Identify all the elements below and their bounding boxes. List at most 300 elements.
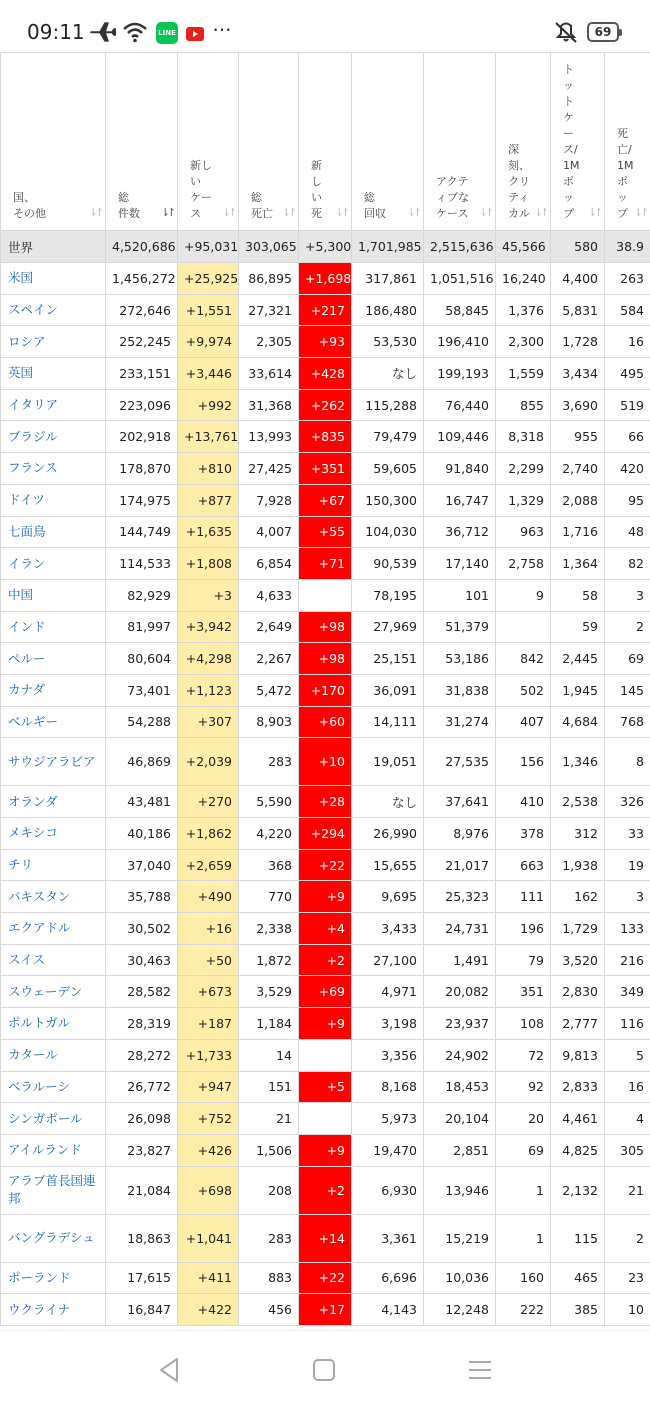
cell-new-cases: +25,925 xyxy=(178,263,239,295)
sort-icon[interactable]: ⇂↾ xyxy=(587,206,600,219)
cell-country xyxy=(1,358,106,390)
cell-cases-per-1m: 4,400 xyxy=(551,263,605,295)
cell-active: 76,440 xyxy=(424,389,496,421)
cell-deaths-per-1m: 33 xyxy=(605,818,650,850)
country-link[interactable]: イタリア xyxy=(8,397,59,413)
cell-new-cases: +187 xyxy=(178,1008,239,1040)
cell-deaths-per-1m: 145 xyxy=(605,674,650,706)
cell-country xyxy=(1,326,106,358)
sort-icon[interactable]: ⇂↾ xyxy=(633,206,646,219)
header-label: ポ xyxy=(563,175,574,188)
cell-total-deaths: 86,895 xyxy=(239,263,299,295)
cell-active: 199,193 xyxy=(424,358,496,390)
cell-country xyxy=(1,786,106,818)
cell-total-deaths: 2,267 xyxy=(239,643,299,675)
cell-total: 178,870 xyxy=(106,453,178,485)
cell-recovered: 104,030 xyxy=(352,516,424,548)
cell-serious: 1,329 xyxy=(496,484,551,516)
country-link[interactable]: バングラデシュ xyxy=(8,1230,95,1246)
cell-cases-per-1m: 385 xyxy=(551,1294,605,1326)
cell-total-deaths: 13,993 xyxy=(239,421,299,453)
cell-total: 272,646 xyxy=(106,294,178,326)
cell-serious xyxy=(496,611,551,643)
cell-total: 54,288 xyxy=(106,706,178,738)
cell-total: 73,401 xyxy=(106,674,178,706)
cell-deaths-per-1m: 263 xyxy=(605,263,650,295)
cell-deaths-per-1m: 326 xyxy=(605,786,650,818)
header-total-deaths[interactable] xyxy=(239,53,299,231)
country-link[interactable]: ペルー xyxy=(8,650,46,666)
cell-new-cases: +947 xyxy=(178,1071,239,1103)
cell-recovered: 8,168 xyxy=(352,1071,424,1103)
header-label: 死 xyxy=(617,127,628,140)
country-link[interactable]: サウジアラビア xyxy=(8,753,96,769)
cell-total-deaths: 1,506 xyxy=(239,1134,299,1166)
cell-new-deaths: +71 xyxy=(299,548,352,580)
cell-serious: 45,566 xyxy=(496,231,551,263)
header-label: し xyxy=(311,175,322,188)
cell-new-deaths xyxy=(299,1103,352,1135)
cell-recovered: 27,969 xyxy=(352,611,424,643)
cell-new-cases: +673 xyxy=(178,976,239,1008)
header-label: 総 xyxy=(251,191,262,204)
country-link[interactable]: ロシア xyxy=(8,333,46,349)
cell-new-cases: +3,942 xyxy=(178,611,239,643)
cell-active: 25,323 xyxy=(424,881,496,913)
cell-deaths-per-1m: 216 xyxy=(605,944,650,976)
cell-new-cases: +1,862 xyxy=(178,818,239,850)
cell-recovered: 4,143 xyxy=(352,1294,424,1326)
cell-active: 20,104 xyxy=(424,1103,496,1135)
cell-country xyxy=(1,913,106,945)
cell-total-deaths: 2,649 xyxy=(239,611,299,643)
header-label: 1M xyxy=(563,159,580,172)
cell-new-deaths: +10 xyxy=(299,738,352,786)
cell-new-deaths: +170 xyxy=(299,674,352,706)
cell-new-cases: +4,298 xyxy=(178,643,239,675)
cell-new-deaths: +22 xyxy=(299,1262,352,1294)
cell-total: 35,788 xyxy=(106,881,178,913)
header-label: ティ xyxy=(508,191,530,204)
cell-total-deaths: 4,633 xyxy=(239,579,299,611)
cell-active: 17,140 xyxy=(424,548,496,580)
cell-total-deaths: 283 xyxy=(239,1214,299,1262)
country-link[interactable]: 米国 xyxy=(8,270,34,286)
cell-new-deaths: +217 xyxy=(299,294,352,326)
cell-country xyxy=(1,976,106,1008)
cell-active: 16,747 xyxy=(424,484,496,516)
header-label: プ xyxy=(563,207,574,220)
cell-new-cases: +411 xyxy=(178,1262,239,1294)
header-label: 新し xyxy=(190,159,212,172)
header-label: 新 xyxy=(311,159,322,172)
cell-cases-per-1m: 465 xyxy=(551,1262,605,1294)
cell-deaths-per-1m: 82 xyxy=(605,548,650,580)
country-link[interactable]: スウェーデン xyxy=(8,983,83,999)
home-icon[interactable] xyxy=(309,1357,339,1383)
cell-active: 196,410 xyxy=(424,326,496,358)
cell-cases-per-1m: 9,813 xyxy=(551,1039,605,1071)
cell-total: 30,463 xyxy=(106,944,178,976)
cell-new-cases: +1,551 xyxy=(178,294,239,326)
cell-total-deaths: 368 xyxy=(239,849,299,881)
cell-country xyxy=(1,1103,106,1135)
header-label: ッ xyxy=(563,191,574,204)
cell-recovered: 27,100 xyxy=(352,944,424,976)
cell-new-cases: +2,659 xyxy=(178,849,239,881)
country-link[interactable]: フランス xyxy=(8,460,58,476)
cell-recovered: 26,990 xyxy=(352,818,424,850)
table-row xyxy=(1,453,650,485)
cell-new-deaths: +93 xyxy=(299,326,352,358)
header-country[interactable] xyxy=(1,53,106,231)
cell-new-cases: +1,635 xyxy=(178,516,239,548)
header-active[interactable] xyxy=(424,53,496,231)
header-serious[interactable] xyxy=(496,53,551,231)
cell-total-deaths: 208 xyxy=(239,1166,299,1214)
cell-recovered: 90,539 xyxy=(352,548,424,580)
cell-active: 23,937 xyxy=(424,1008,496,1040)
header-label: 回収 xyxy=(364,207,386,220)
cell-country xyxy=(1,548,106,580)
sort-icon[interactable]: ⇂↾ xyxy=(281,206,294,219)
cell-serious: 1 xyxy=(496,1214,551,1262)
cell-cases-per-1m: 1,945 xyxy=(551,674,605,706)
table-row xyxy=(1,1166,650,1214)
table-row xyxy=(1,1134,650,1166)
cell-cases-per-1m: 3,520 xyxy=(551,944,605,976)
cell-country xyxy=(1,516,106,548)
cell-recovered: 19,470 xyxy=(352,1134,424,1166)
table-row xyxy=(1,358,650,390)
header-new-cases[interactable] xyxy=(178,53,239,231)
cell-active: 24,902 xyxy=(424,1039,496,1071)
header-label: ト xyxy=(563,95,574,108)
cell-new-cases: +877 xyxy=(178,484,239,516)
table-row xyxy=(1,1103,650,1135)
cell-total: 174,975 xyxy=(106,484,178,516)
cell-country xyxy=(1,674,106,706)
header-label: い xyxy=(311,191,322,204)
country-link[interactable]: オランダ xyxy=(8,793,58,809)
cell-new-deaths: +98 xyxy=(299,643,352,675)
cell-total-deaths: 1,184 xyxy=(239,1008,299,1040)
cell-total: 28,582 xyxy=(106,976,178,1008)
cell-country xyxy=(1,1294,106,1326)
recent-apps-icon[interactable] xyxy=(465,1357,495,1383)
cell-recovered: 4,971 xyxy=(352,976,424,1008)
cell-new-cases: +1,123 xyxy=(178,674,239,706)
cell-country xyxy=(1,453,106,485)
cell-total-deaths: 31,368 xyxy=(239,389,299,421)
cell-active: 36,712 xyxy=(424,516,496,548)
cell-cases-per-1m: 2,132 xyxy=(551,1166,605,1214)
cell-deaths-per-1m: 10 xyxy=(605,1294,650,1326)
cell-serious: 79 xyxy=(496,944,551,976)
cell-total-deaths: 770 xyxy=(239,881,299,913)
cell-cases-per-1m: 312 xyxy=(551,818,605,850)
sort-icon[interactable]: ⇂↾ xyxy=(88,206,101,219)
cell-total-deaths: 8,903 xyxy=(239,706,299,738)
table-row xyxy=(1,548,650,580)
cell-recovered: 59,605 xyxy=(352,453,424,485)
cell-active: 27,535 xyxy=(424,738,496,786)
cell-new-cases: +1,733 xyxy=(178,1039,239,1071)
cell-deaths-per-1m: 519 xyxy=(605,389,650,421)
header-label: 死 xyxy=(311,207,322,220)
header-cases-per-1m[interactable] xyxy=(551,53,605,231)
cell-country xyxy=(1,1008,106,1040)
table-row xyxy=(1,1294,650,1326)
cell-total: 30,502 xyxy=(106,913,178,945)
covid-stats-table xyxy=(0,52,650,1326)
table-header-row xyxy=(1,53,650,231)
cell-active: 18,453 xyxy=(424,1071,496,1103)
cell-cases-per-1m: 3,434 xyxy=(551,358,605,390)
cell-serious: 16,240 xyxy=(496,263,551,295)
cell-new-deaths: +5 xyxy=(299,1071,352,1103)
cell-recovered: なし xyxy=(352,358,424,390)
country-link[interactable]: 七面鳥 xyxy=(8,523,46,539)
country-link[interactable]: カナダ xyxy=(8,682,45,698)
cell-total-deaths: 5,472 xyxy=(239,674,299,706)
country-link[interactable]: 英国 xyxy=(8,365,34,381)
cell-new-deaths: +69 xyxy=(299,976,352,1008)
cell-total: 252,245 xyxy=(106,326,178,358)
cell-serious: 160 xyxy=(496,1262,551,1294)
cell-deaths-per-1m: 95 xyxy=(605,484,650,516)
cell-new-cases: +490 xyxy=(178,881,239,913)
country-link[interactable]: イラン xyxy=(8,555,46,571)
header-label: プ xyxy=(617,207,628,220)
cell-recovered: 3,433 xyxy=(352,913,424,945)
header-label: カル xyxy=(508,207,530,220)
cell-deaths-per-1m: 69 xyxy=(605,643,650,675)
cell-deaths-per-1m: 3 xyxy=(605,579,650,611)
sort-icon[interactable]: ⇂↾ xyxy=(160,206,173,219)
cell-active: 31,838 xyxy=(424,674,496,706)
cell-total: 37,040 xyxy=(106,849,178,881)
cell-new-deaths: +9 xyxy=(299,1134,352,1166)
cell-deaths-per-1m: 4 xyxy=(605,1103,650,1135)
header-label: 1M xyxy=(617,159,634,172)
country-link[interactable]: メキシコ xyxy=(8,825,58,841)
cell-total: 202,918 xyxy=(106,421,178,453)
cell-serious: 196 xyxy=(496,913,551,945)
cell-serious: 20 xyxy=(496,1103,551,1135)
header-label: 総 xyxy=(364,191,375,204)
table-row xyxy=(1,294,650,326)
cell-country xyxy=(1,706,106,738)
country-link[interactable]: ウクライナ xyxy=(8,1301,71,1317)
sort-icon[interactable]: ⇂↾ xyxy=(478,206,491,219)
cell-total: 26,098 xyxy=(106,1103,178,1135)
cell-deaths-per-1m: 19 xyxy=(605,849,650,881)
cell-serious: 222 xyxy=(496,1294,551,1326)
cell-total-deaths: 2,338 xyxy=(239,913,299,945)
header-new-deaths[interactable] xyxy=(299,53,352,231)
more-icon: ··· xyxy=(212,18,232,42)
cell-deaths-per-1m: 495 xyxy=(605,358,650,390)
table-row xyxy=(1,1214,650,1262)
cell-total: 114,533 xyxy=(106,548,178,580)
table-body xyxy=(1,231,650,1326)
cell-cases-per-1m: 162 xyxy=(551,881,605,913)
sort-icon[interactable]: ⇂↾ xyxy=(406,206,419,219)
back-icon[interactable] xyxy=(154,1357,184,1383)
header-recovered[interactable] xyxy=(352,53,424,231)
cell-country xyxy=(1,263,106,295)
cell-active: 53,186 xyxy=(424,643,496,675)
cell-active: 1,491 xyxy=(424,944,496,976)
cell-deaths-per-1m: 5 xyxy=(605,1039,650,1071)
cell-new-deaths: +5,300 xyxy=(299,231,352,263)
header-label: 総 xyxy=(118,191,129,204)
cell-active: 1,051,516 xyxy=(424,263,496,295)
cell-recovered: 1,701,985 xyxy=(352,231,424,263)
cell-total: 17,615 xyxy=(106,1262,178,1294)
country-link[interactable]: インド xyxy=(8,618,46,634)
cell-total-deaths: 27,425 xyxy=(239,453,299,485)
cell-serious: 855 xyxy=(496,389,551,421)
cell-new-deaths: +2 xyxy=(299,1166,352,1214)
cell-active: 101 xyxy=(424,579,496,611)
cell-new-cases: +810 xyxy=(178,453,239,485)
cell-total: 16,847 xyxy=(106,1294,178,1326)
country-link[interactable]: パキスタン xyxy=(8,888,71,904)
cell-new-deaths: +294 xyxy=(299,818,352,850)
cell-new-deaths: +835 xyxy=(299,421,352,453)
cell-total-deaths: 151 xyxy=(239,1071,299,1103)
cell-new-cases: +752 xyxy=(178,1103,239,1135)
cell-deaths-per-1m: 8 xyxy=(605,738,650,786)
cell-new-cases: +270 xyxy=(178,786,239,818)
table-row xyxy=(1,263,650,295)
cell-total: 28,319 xyxy=(106,1008,178,1040)
country-link[interactable]: ベラルーシ xyxy=(8,1078,70,1094)
table-row xyxy=(1,643,650,675)
cell-deaths-per-1m: 38.9 xyxy=(605,231,650,263)
cell-new-cases: +95,031 xyxy=(178,231,239,263)
cell-active: 15,219 xyxy=(424,1214,496,1262)
cell-total-deaths: 303,065 xyxy=(239,231,299,263)
cell-active: 8,976 xyxy=(424,818,496,850)
country-link[interactable]: ドイツ xyxy=(8,492,45,508)
header-label: クリ xyxy=(508,175,530,188)
cell-serious: 1,376 xyxy=(496,294,551,326)
cell-active: 51,379 xyxy=(424,611,496,643)
cell-new-cases: +1,808 xyxy=(178,548,239,580)
wifi-icon xyxy=(122,20,148,44)
cell-cases-per-1m: 1,346 xyxy=(551,738,605,786)
stats-table-container[interactable] xyxy=(0,52,650,1330)
cell-serious: 1,559 xyxy=(496,358,551,390)
cell-country xyxy=(1,1039,106,1071)
country-link[interactable]: アラブ首長国連邦 xyxy=(8,1173,96,1207)
header-total[interactable] xyxy=(106,53,178,231)
country-link[interactable]: エクアドル xyxy=(8,920,71,936)
country-link[interactable]: アイルランド xyxy=(8,1142,82,1158)
cell-serious: 407 xyxy=(496,706,551,738)
header-label: ケース xyxy=(436,207,469,220)
cell-deaths-per-1m: 305 xyxy=(605,1134,650,1166)
header-label: ー xyxy=(563,127,574,140)
sort-icon[interactable]: ⇂↾ xyxy=(334,206,347,219)
table-row xyxy=(1,706,650,738)
cell-active: 109,446 xyxy=(424,421,496,453)
table-row xyxy=(1,326,650,358)
cell-new-cases: +992 xyxy=(178,389,239,421)
table-row xyxy=(1,1071,650,1103)
country-link[interactable]: シンガポール xyxy=(8,1110,83,1126)
cell-deaths-per-1m: 16 xyxy=(605,1071,650,1103)
country-link[interactable]: ポルトガル xyxy=(8,1015,71,1031)
cell-active: 20,082 xyxy=(424,976,496,1008)
cell-total: 233,151 xyxy=(106,358,178,390)
cell-total: 40,186 xyxy=(106,818,178,850)
table-row xyxy=(1,484,650,516)
cell-new-deaths: +1,698 xyxy=(299,263,352,295)
cell-new-deaths: +14 xyxy=(299,1214,352,1262)
cell-active: 10,036 xyxy=(424,1262,496,1294)
cell-cases-per-1m: 59 xyxy=(551,611,605,643)
cell-deaths-per-1m: 48 xyxy=(605,516,650,548)
country-link[interactable]: スイス xyxy=(8,952,46,968)
country-link[interactable]: 中国 xyxy=(8,587,34,603)
cell-new-cases: +307 xyxy=(178,706,239,738)
cell-total: 28,272 xyxy=(106,1039,178,1071)
navigation-bar xyxy=(0,1330,650,1408)
country-link[interactable]: チリ xyxy=(8,857,34,873)
cell-cases-per-1m: 4,461 xyxy=(551,1103,605,1135)
battery-icon: 69 xyxy=(587,22,619,42)
cell-recovered: 53,530 xyxy=(352,326,424,358)
cell-new-deaths: +9 xyxy=(299,881,352,913)
country-link[interactable]: スペイン xyxy=(8,302,59,318)
country-link[interactable]: ブラジル xyxy=(8,428,58,444)
cell-deaths-per-1m: 16 xyxy=(605,326,650,358)
cell-total-deaths: 4,007 xyxy=(239,516,299,548)
cell-country xyxy=(1,294,106,326)
cell-total-deaths: 4,220 xyxy=(239,818,299,850)
cell-cases-per-1m: 1,716 xyxy=(551,516,605,548)
cell-active: 13,946 xyxy=(424,1166,496,1214)
table-row xyxy=(1,913,650,945)
cell-new-cases: +426 xyxy=(178,1134,239,1166)
cell-new-deaths: +17 xyxy=(299,1294,352,1326)
country-link[interactable]: ベルギー xyxy=(8,713,59,729)
table-row xyxy=(1,849,650,881)
cell-cases-per-1m: 2,830 xyxy=(551,976,605,1008)
status-time: 09:11 xyxy=(27,20,85,44)
cell-total-deaths: 7,928 xyxy=(239,484,299,516)
cell-total: 23,827 xyxy=(106,1134,178,1166)
table-row xyxy=(1,516,650,548)
table-row xyxy=(1,611,650,643)
cell-total: 82,929 xyxy=(106,579,178,611)
sort-icon[interactable]: ⇂↾ xyxy=(533,206,546,219)
country-link[interactable]: ポーランド xyxy=(8,1269,71,1285)
cell-new-cases: +422 xyxy=(178,1294,239,1326)
cell-total-deaths: 3,529 xyxy=(239,976,299,1008)
cell-total: 144,749 xyxy=(106,516,178,548)
header-deaths-per-1m[interactable] xyxy=(605,53,650,231)
country-link[interactable]: カタール xyxy=(8,1047,58,1063)
header-label: ケー xyxy=(190,191,212,204)
sort-icon[interactable]: ⇂↾ xyxy=(221,206,234,219)
cell-new-cases: +698 xyxy=(178,1166,239,1214)
cell-total-deaths: 456 xyxy=(239,1294,299,1326)
